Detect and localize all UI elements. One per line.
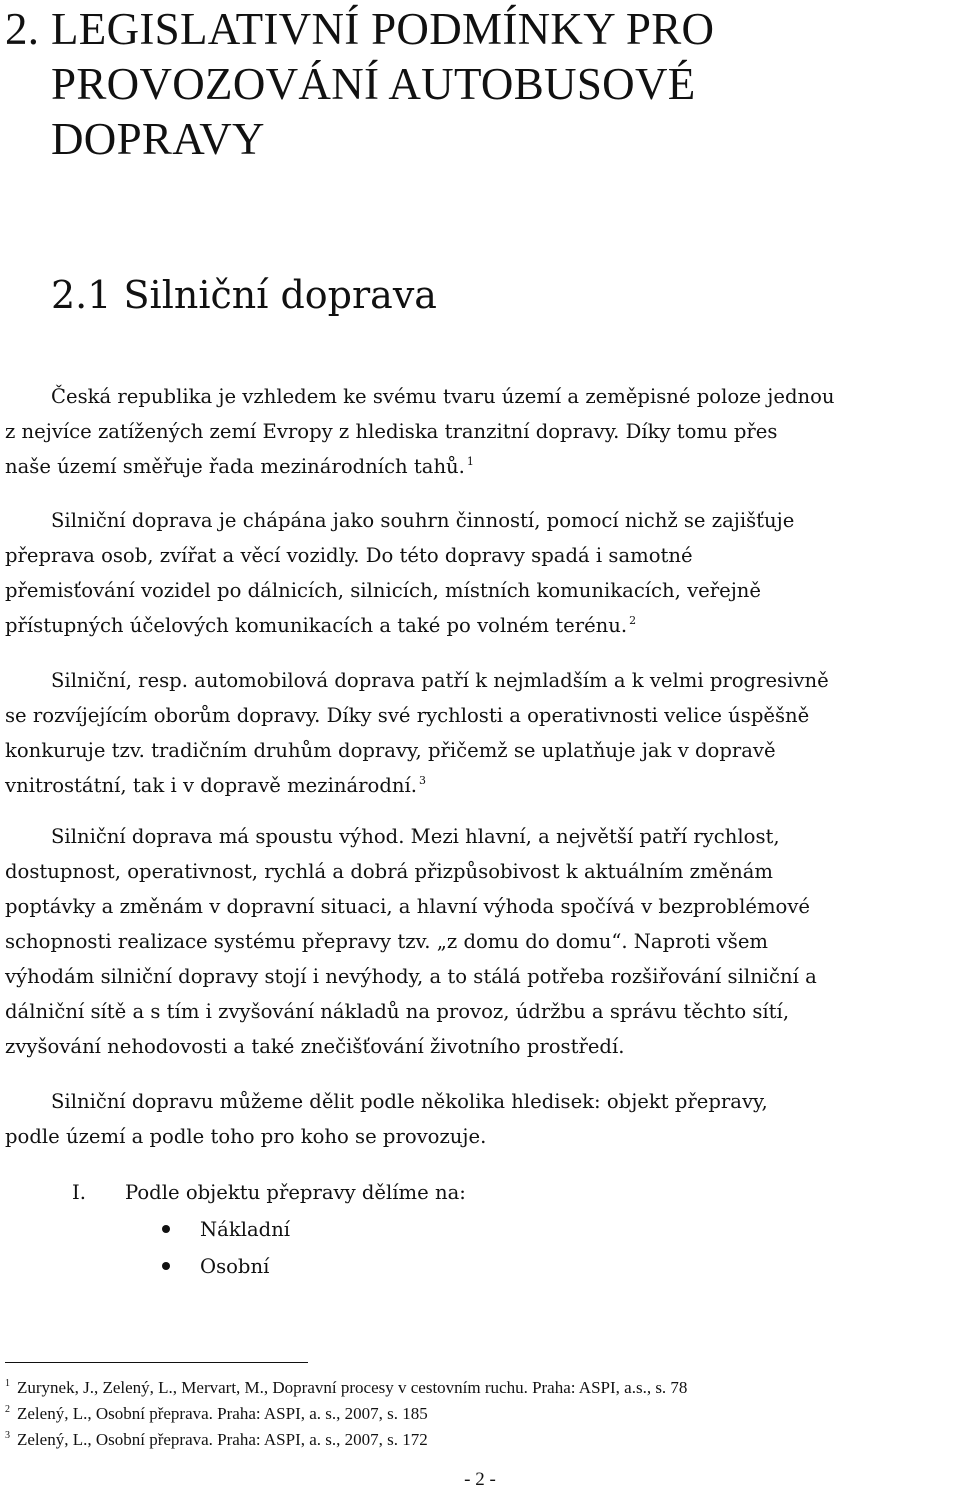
footnote: $^2$ Zelený, L., Osobní přeprava. Praha: ASPI, a. s., 2007, s. 185 [5,1404,428,1423]
list-marker: I. [72,1181,86,1204]
footnote-ref: 2 [629,614,637,627]
footnote-ref: 3 [418,774,426,787]
list-label: Podle objektu přepravy dělíme na: [125,1181,466,1204]
footnotes [5,1375,955,1453]
footnote-ref: 1 [466,455,474,468]
footnote: $^3$ Zelený, L., Osobní přeprava. Praha: ASPI, a. s., 2007, s. 172 [5,1430,428,1449]
chapter-title-line: PROVOZOVÁNÍ AUTOBUSOVÉ [51,59,696,109]
footnote-separator [5,1362,308,1363]
page-number: - 2 - [464,1469,496,1490]
section-title: 2.1 Silniční doprava [51,273,437,317]
chapter-title-line: DOPRAVY [51,114,265,164]
paragraph: Silniční dopravu můžeme dělit podle několika hledisek: objekt přepravy, podle území a podle toho pro koho se provozuje. [5,1090,768,1148]
list-item: Osobní [162,1248,290,1285]
paragraph: Silniční doprava je chápána jako souhrn činností, pomocí nichž se zajišťuje přeprava osob, zvířat a věcí vozidly. Do této dopravy spadá i samotné přemisťování vozidel po dálnicích, silnicích, místních komunikacích, veřejně přístupných účelových komunikacích a také po volném terénu. $^2$ [5,509,795,637]
list-item: Nákladní [162,1211,290,1248]
chapter-title [5,2,714,167]
bullet-icon [162,1225,170,1233]
paragraph: Silniční, resp. automobilová doprava patří k nejmladším a k velmi progresivně se rozvíjejícím oborům dopravy. Díky své rychlosti a operativnosti velice úspěšně konkuruje tzv. tradičním druhům dopravy, přičemž se uplatňuje jak v dopravě vnitrostátní, tak i v dopravě mezinárodní. $^3$ [5,669,829,797]
paragraph: Silniční doprava má spoustu výhod. Mezi hlavní, a největší patří rychlost, dostupnost, operativnost, rychlá a dobrá přizpůsobivost k aktuálním změnám poptávky a změnám v dopravní situaci, a hlavní výhoda spočívá v bezproblémové schopnosti realizace systému přepravy tzv. „z domu do domu“. Naproti všem výhodám silniční dopravy stojí i nevýhody, a to stálá potřeba rozšiřování silniční a dálniční sítě a s tím i zvyšování nákladů na provoz, údržbu a správu těchto sítí, zvyšování nehodovosti a také znečišťování životního prostředí. [5,825,817,1058]
paragraph: Česká republika je vzhledem ke svému tvaru území a zeměpisné poloze jednou z nejvíce zatížených zemí Evropy z hlediska tranzitní dopravy. Díky tomu přes naše území směřuje řada mezinárodních tahů. $^1$ [5,385,835,478]
chapter-number: 2. [5,4,40,54]
bullet-list [162,1211,290,1285]
roman-list-item [72,1175,466,1210]
bullet-icon [162,1262,170,1270]
chapter-title-line: 2. LEGISLATIVNÍ PODMÍNKY PRO [5,2,714,57]
footnote: $^1$ Zurynek, J., Zelený, L., Mervart, M., Dopravní procesy v cestovním ruchu. Praha: ASPI, a.s., s. 78 [5,1378,688,1397]
